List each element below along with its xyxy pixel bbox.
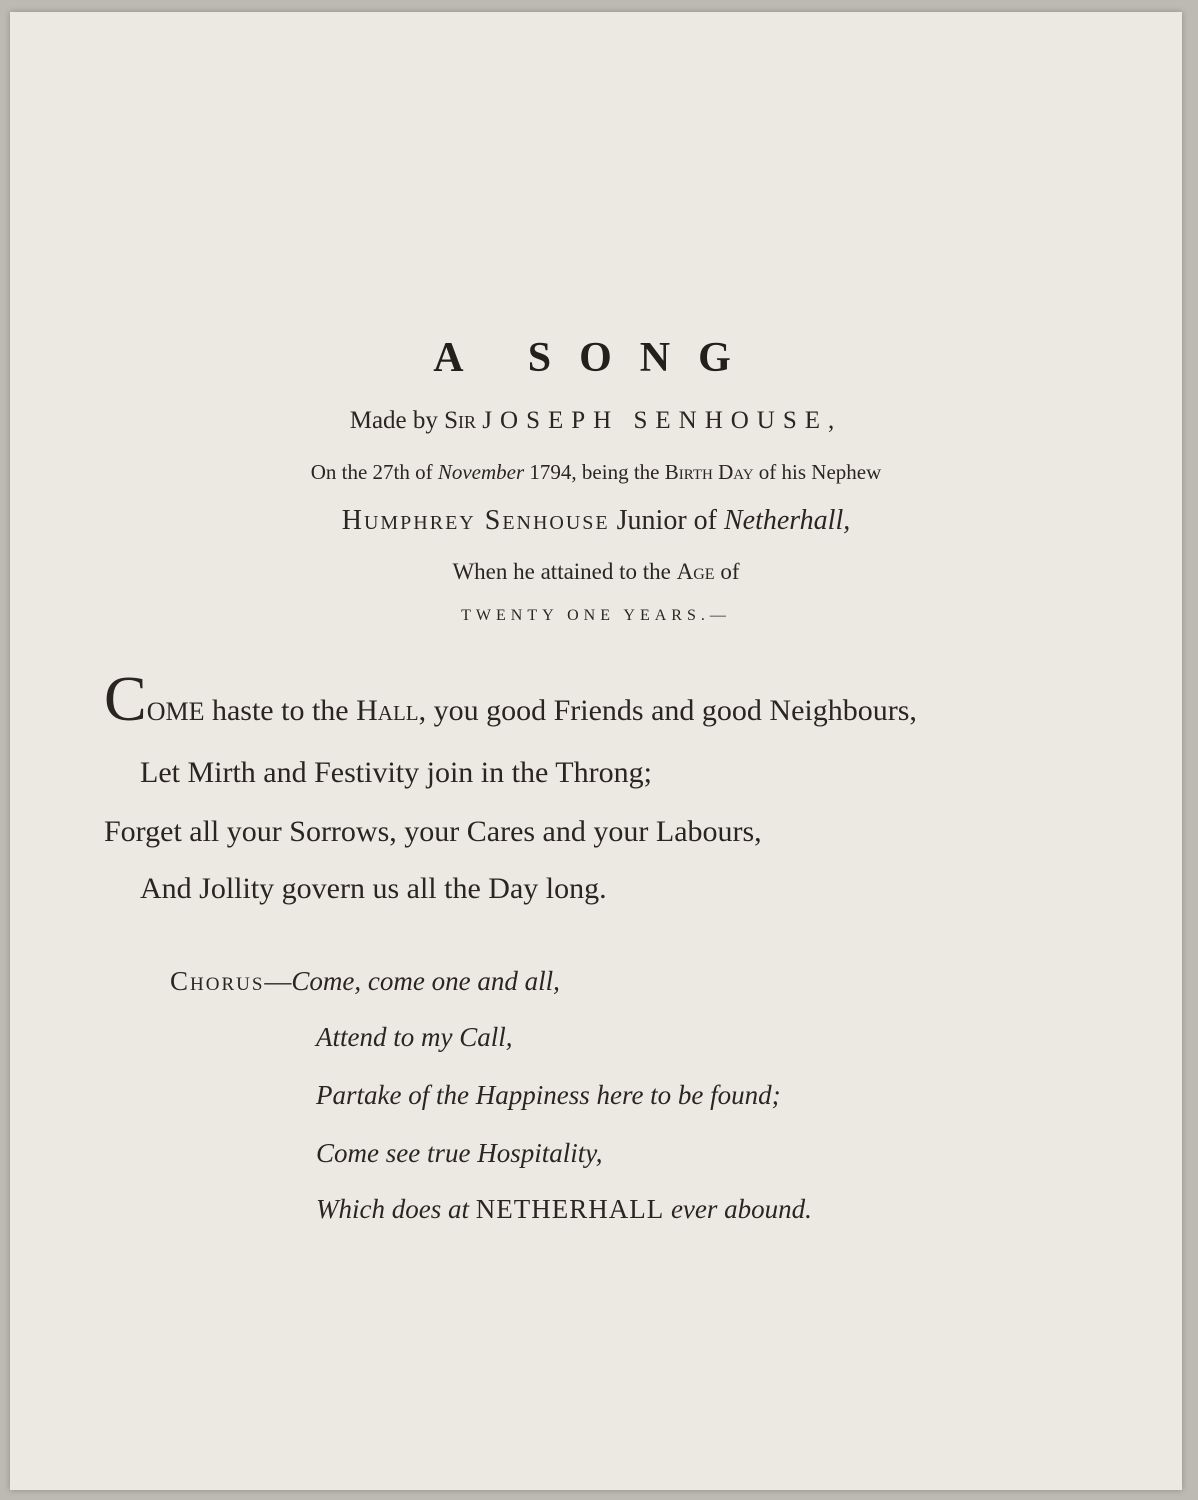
age-word: Age bbox=[676, 559, 715, 584]
chorus-dash: — bbox=[264, 966, 292, 996]
chorus-line-4: Come see true Hospitality, bbox=[316, 1138, 603, 1168]
verse-line-1a: haste to the bbox=[211, 694, 349, 727]
author-line bbox=[10, 407, 1182, 435]
nephew-name: Humphrey Senhouse bbox=[341, 505, 610, 536]
made-by: Made by bbox=[349, 407, 438, 434]
chorus-line-2: Attend to my Call, bbox=[316, 1022, 513, 1052]
author-name: JOSEPH SENHOUSE, bbox=[482, 407, 843, 434]
chorus-text-5a: Which does at bbox=[316, 1194, 469, 1224]
age-text-b: of bbox=[720, 559, 740, 584]
title: A SONG bbox=[433, 335, 759, 381]
age-text-a: When he attained to the bbox=[452, 559, 671, 584]
date-text-a: On the 27th of bbox=[310, 460, 433, 484]
chorus-line-3: Partake of the Happiness here to be found; bbox=[316, 1080, 781, 1110]
verse-line-4: And Jollity govern us all the Day long. bbox=[140, 872, 607, 905]
birth-day: Birth Day bbox=[664, 460, 754, 484]
verse-line-1 bbox=[104, 663, 917, 734]
sir: Sir bbox=[444, 407, 477, 434]
years-line: TWENTY ONE YEARS.— bbox=[461, 607, 731, 624]
date-line bbox=[10, 460, 1182, 485]
age-line bbox=[10, 559, 1182, 585]
verse-line-2: Let Mirth and Festivity join in the Throng; bbox=[140, 756, 652, 789]
verse-line-1b: , you good Friends and good Neighbours, bbox=[418, 694, 917, 727]
chorus-text-1: Come, come one and all, bbox=[291, 966, 560, 996]
verse-line-3: Forget all your Sorrows, your Cares and your Labours, bbox=[104, 815, 762, 848]
chorus-line-1 bbox=[170, 966, 560, 997]
place-name: Netherhall, bbox=[723, 505, 851, 536]
date-text-c: of his Nephew bbox=[758, 460, 882, 484]
date-text-b: 1794, being the bbox=[529, 460, 660, 484]
chorus-netherhall: NETHERHALL bbox=[475, 1194, 665, 1224]
verse-hall: Hall bbox=[356, 694, 419, 727]
chorus-label: Chorus bbox=[170, 966, 265, 996]
document-page bbox=[10, 12, 1182, 1490]
nephew-line bbox=[10, 505, 1182, 537]
date-month: November bbox=[437, 460, 525, 484]
chorus-text-5c: ever abound. bbox=[670, 1194, 812, 1224]
drop-cap: C bbox=[104, 663, 147, 734]
verse-ome: OME bbox=[146, 697, 205, 726]
chorus-line-5 bbox=[316, 1194, 812, 1225]
junior-of: Junior of bbox=[616, 505, 717, 536]
